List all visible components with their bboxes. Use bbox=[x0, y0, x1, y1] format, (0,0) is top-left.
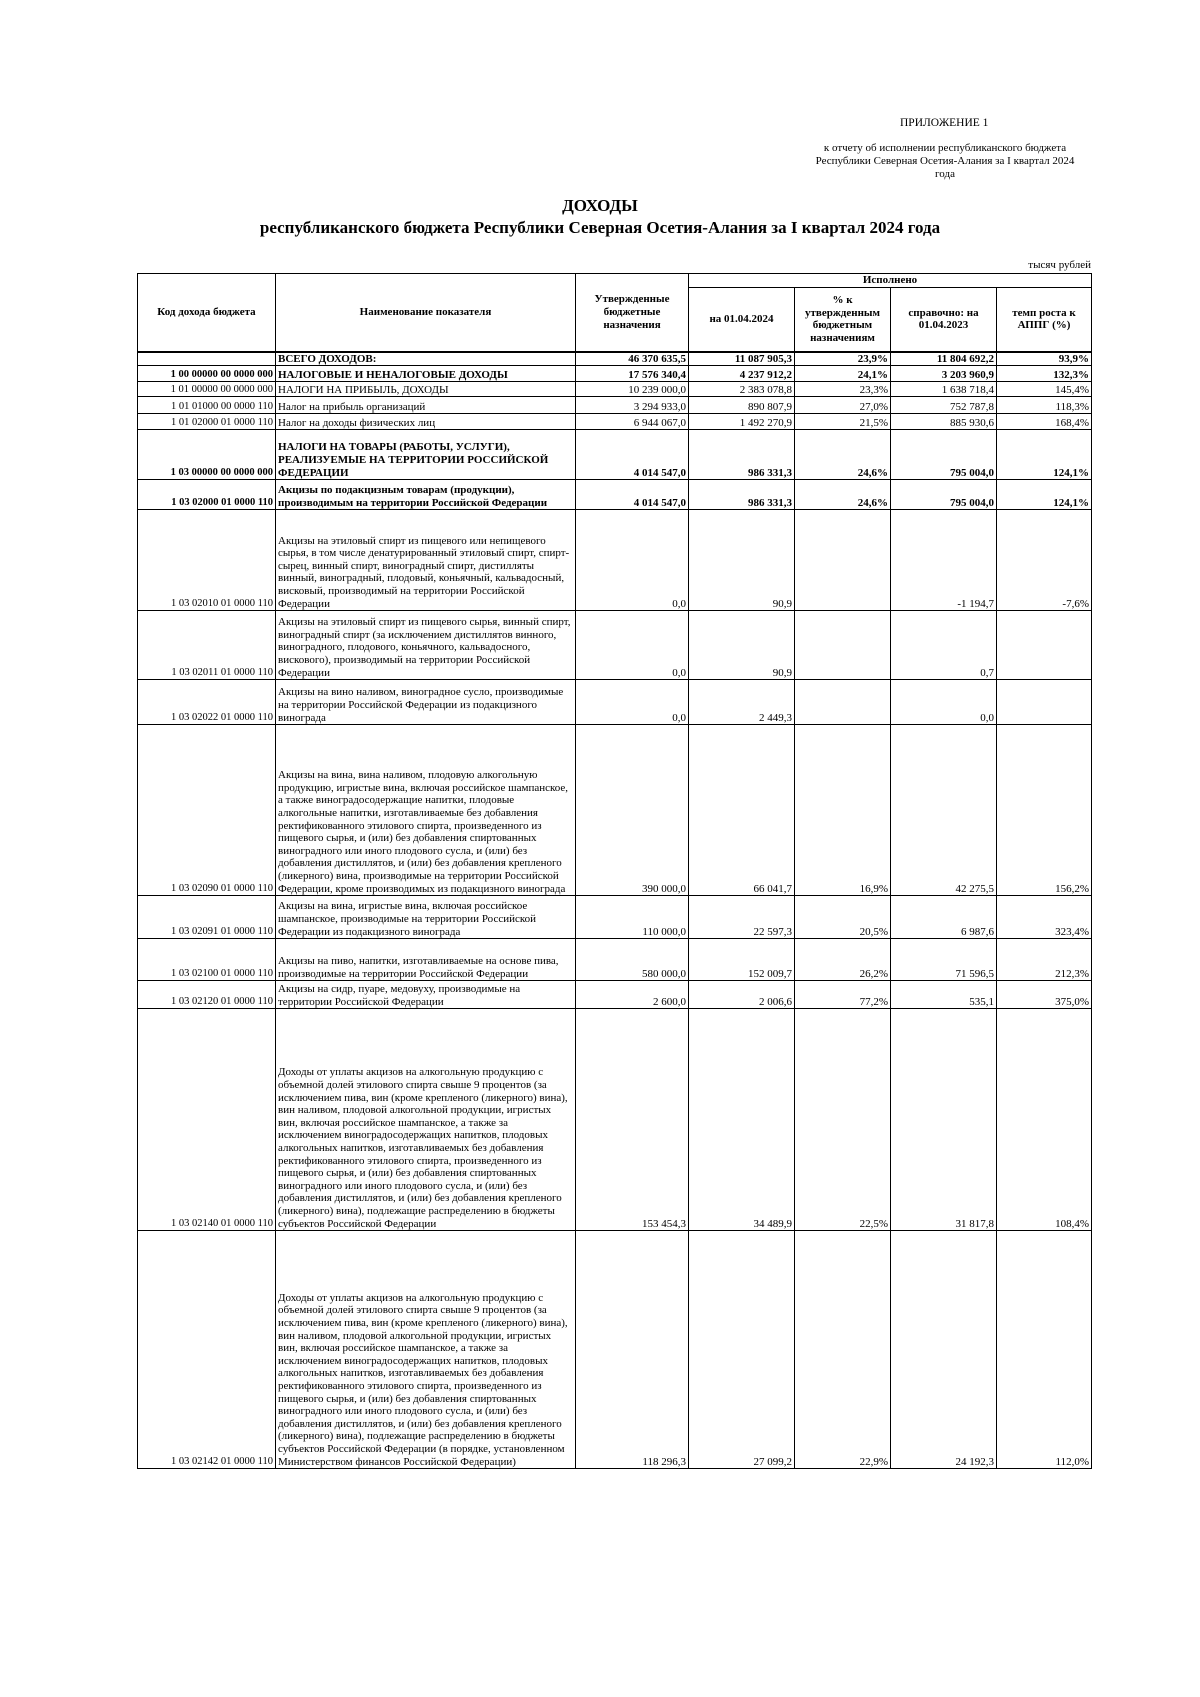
cell-growth: 124,1% bbox=[997, 430, 1092, 480]
cell-executed: 1 492 270,9 bbox=[689, 414, 795, 430]
annex-subtitle-line: к отчету об исполнении республиканского бюджета bbox=[823, 142, 1067, 154]
annex-subtitle bbox=[795, 142, 1095, 181]
cell-growth: 132,3% bbox=[997, 366, 1092, 382]
table-row bbox=[138, 352, 1092, 366]
table-row bbox=[138, 480, 1092, 510]
cell-approved: 580 000,0 bbox=[576, 939, 689, 981]
cell-growth: 212,3% bbox=[997, 939, 1092, 981]
cell-reference: 795 004,0 bbox=[891, 480, 997, 510]
cell-name: Акцизы на этиловый спирт из пищевого или непищевого сырья, в том числе денатурированный этиловый спирт, спирт-сырец, винный спирт, виноградный спирт, дистилляты винный, виноградный, плодовый, коньячный, кальвадосный, висковый, производимый на территории Российской Федерации bbox=[276, 510, 576, 611]
cell-growth: 112,0% bbox=[997, 1231, 1092, 1469]
cell-executed: 4 237 912,2 bbox=[689, 366, 795, 382]
cell-code: 1 03 02091 01 0000 110 bbox=[138, 896, 276, 939]
cell-approved: 4 014 547,0 bbox=[576, 480, 689, 510]
cell-approved: 110 000,0 bbox=[576, 896, 689, 939]
cell-reference: 885 930,6 bbox=[891, 414, 997, 430]
cell-percent: 24,1% bbox=[795, 366, 891, 382]
cell-code: 1 01 01000 00 0000 110 bbox=[138, 397, 276, 414]
cell-growth: -7,6% bbox=[997, 510, 1092, 611]
cell-approved: 4 014 547,0 bbox=[576, 430, 689, 480]
cell-reference: 11 804 692,2 bbox=[891, 352, 997, 366]
cell-name: НАЛОГОВЫЕ И НЕНАЛОГОВЫЕ ДОХОДЫ bbox=[276, 366, 576, 382]
cell-name: Акцизы по подакцизным товарам (продукции), производимым на территории Российской Федерации bbox=[276, 480, 576, 510]
cell-name: НАЛОГИ НА ТОВАРЫ (РАБОТЫ, УСЛУГИ), РЕАЛИЗУЕМЫЕ НА ТЕРРИТОРИИ РОССИЙСКОЙ ФЕДЕРАЦИИ bbox=[276, 430, 576, 480]
table-row bbox=[138, 510, 1092, 611]
table-row bbox=[138, 414, 1092, 430]
cell-reference: 31 817,8 bbox=[891, 1009, 997, 1231]
header-reference: справочно: на 01.04.2023 bbox=[891, 288, 997, 352]
cell-growth: 375,0% bbox=[997, 981, 1092, 1009]
cell-name: Доходы от уплаты акцизов на алкогольную продукцию с объемной долей этилового спирта свыше 9 процентов (за исключением пива, вин (кроме крепленого (ликерного) вина), вин наливом, плодовой алкогольной продукции, игристых вин, включая российское шампанское, а также за исключением виноградосодержащих напитков, плодовых алкогольных напитков, изготавливаемых без добавления ректификованного этилового спирта, произведенного из пищевого сырья, и (или) без добавления спиртованных виноградного или иного плодового сусла, и (или) без добавления дистиллятов, и (или) без добавления крепленого (ликерного) вина), подлежащие распределению в бюджеты субъектов Российской Федерации bbox=[276, 1009, 576, 1231]
table-row bbox=[138, 981, 1092, 1009]
cell-code: 1 01 02000 01 0000 110 bbox=[138, 414, 276, 430]
table-row bbox=[138, 680, 1092, 725]
annex-label: ПРИЛОЖЕНИЕ 1 bbox=[900, 117, 989, 129]
annex-subtitle-line: года bbox=[935, 168, 955, 180]
cell-code: 1 03 02090 01 0000 110 bbox=[138, 725, 276, 896]
cell-code: 1 03 02142 01 0000 110 bbox=[138, 1231, 276, 1469]
document-title bbox=[0, 195, 1200, 239]
cell-reference: 3 203 960,9 bbox=[891, 366, 997, 382]
cell-reference: 6 987,6 bbox=[891, 896, 997, 939]
cell-executed: 90,9 bbox=[689, 510, 795, 611]
table-row bbox=[138, 397, 1092, 414]
cell-approved: 46 370 635,5 bbox=[576, 352, 689, 366]
cell-name: Акцизы на пиво, напитки, изготавливаемые на основе пива, производимые на территории Российской Федерации bbox=[276, 939, 576, 981]
cell-growth: 323,4% bbox=[997, 896, 1092, 939]
cell-percent bbox=[795, 680, 891, 725]
cell-name: Налог на прибыль организаций bbox=[276, 397, 576, 414]
cell-reference: 795 004,0 bbox=[891, 430, 997, 480]
cell-percent: 27,0% bbox=[795, 397, 891, 414]
cell-growth: 156,2% bbox=[997, 725, 1092, 896]
header-executed: на 01.04.2024 bbox=[689, 288, 795, 352]
cell-name: ВСЕГО ДОХОДОВ: bbox=[276, 352, 576, 366]
header-growth: темп роста к АППГ (%) bbox=[997, 288, 1092, 352]
cell-code: 1 03 02000 01 0000 110 bbox=[138, 480, 276, 510]
cell-percent: 23,9% bbox=[795, 352, 891, 366]
cell-growth: 108,4% bbox=[997, 1009, 1092, 1231]
cell-reference: 535,1 bbox=[891, 981, 997, 1009]
cell-growth: 124,1% bbox=[997, 480, 1092, 510]
table-row bbox=[138, 366, 1092, 382]
cell-approved: 2 600,0 bbox=[576, 981, 689, 1009]
annex-subtitle-line: Республики Северная Осетия-Алания за I квартал 2024 bbox=[815, 155, 1075, 167]
cell-code: 1 03 02140 01 0000 110 bbox=[138, 1009, 276, 1231]
cell-reference: 0,7 bbox=[891, 611, 997, 680]
cell-reference: 752 787,8 bbox=[891, 397, 997, 414]
table-row bbox=[138, 611, 1092, 680]
cell-name: Акцизы на этиловый спирт из пищевого сырья, винный спирт, виноградный спирт (за исключением дистиллятов винного, виноградного, плодового, коньячного, кальвадосного, вискового), производимый на территории Российской Федерации bbox=[276, 611, 576, 680]
table-row bbox=[138, 939, 1092, 981]
cell-executed: 22 597,3 bbox=[689, 896, 795, 939]
cell-percent: 77,2% bbox=[795, 981, 891, 1009]
table-body bbox=[138, 352, 1092, 1469]
cell-executed: 2 449,3 bbox=[689, 680, 795, 725]
cell-percent: 16,9% bbox=[795, 725, 891, 896]
cell-reference: 0,0 bbox=[891, 680, 997, 725]
cell-code bbox=[138, 352, 276, 366]
cell-reference: 24 192,3 bbox=[891, 1231, 997, 1469]
cell-approved: 0,0 bbox=[576, 510, 689, 611]
header-code: Код дохода бюджета bbox=[138, 274, 276, 352]
table-row bbox=[138, 382, 1092, 397]
table-row bbox=[138, 896, 1092, 939]
cell-growth: 93,9% bbox=[997, 352, 1092, 366]
cell-percent bbox=[795, 611, 891, 680]
cell-name: Акцизы на вина, игристые вина, включая российское шампанское, производимые на территории Российской Федерации из подакцизного винограда bbox=[276, 896, 576, 939]
cell-executed: 11 087 905,3 bbox=[689, 352, 795, 366]
cell-name: Акцизы на вино наливом, виноградное сусло, производимые на территории Российской Федерации из подакцизного винограда bbox=[276, 680, 576, 725]
table-row bbox=[138, 430, 1092, 480]
cell-name: Акцизы на сидр, пуаре, медовуху, производимые на территории Российской Федерации bbox=[276, 981, 576, 1009]
cell-name: НАЛОГИ НА ПРИБЫЛЬ, ДОХОДЫ bbox=[276, 382, 576, 397]
cell-approved: 0,0 bbox=[576, 611, 689, 680]
cell-approved: 6 944 067,0 bbox=[576, 414, 689, 430]
cell-percent: 24,6% bbox=[795, 430, 891, 480]
cell-reference: 1 638 718,4 bbox=[891, 382, 997, 397]
cell-executed: 66 041,7 bbox=[689, 725, 795, 896]
cell-growth bbox=[997, 611, 1092, 680]
cell-percent: 20,5% bbox=[795, 896, 891, 939]
cell-executed: 2 383 078,8 bbox=[689, 382, 795, 397]
cell-code: 1 03 02010 01 0000 110 bbox=[138, 510, 276, 611]
cell-approved: 3 294 933,0 bbox=[576, 397, 689, 414]
cell-code: 1 03 02100 01 0000 110 bbox=[138, 939, 276, 981]
cell-approved: 153 454,3 bbox=[576, 1009, 689, 1231]
cell-reference: 71 596,5 bbox=[891, 939, 997, 981]
cell-executed: 890 807,9 bbox=[689, 397, 795, 414]
cell-executed: 34 489,9 bbox=[689, 1009, 795, 1231]
cell-name: Акцизы на вина, вина наливом, плодовую алкогольную продукцию, игристые вина, включая российское шампанское, а также виноградосодержащие напитки, плодовые алкогольные напитки, изготавливаемые без добавления ректификованного этилового спирта, произведенного из пищевого сырья, и (или) без добавления спиртованных виноградного или иного плодового сусла, и (или) без добавления дистиллятов, и (или) без добавления крепленого (ликерного) вина, производимые на территории Российской Федерации, кроме производимых из подакцизного винограда bbox=[276, 725, 576, 896]
cell-code: 1 03 00000 00 0000 000 bbox=[138, 430, 276, 480]
cell-percent: 24,6% bbox=[795, 480, 891, 510]
table-row bbox=[138, 1009, 1092, 1231]
cell-growth: 145,4% bbox=[997, 382, 1092, 397]
cell-reference: -1 194,7 bbox=[891, 510, 997, 611]
cell-executed: 90,9 bbox=[689, 611, 795, 680]
units-label: тысяч рублей bbox=[1028, 259, 1091, 271]
cell-percent: 22,5% bbox=[795, 1009, 891, 1231]
cell-code: 1 03 02120 01 0000 110 bbox=[138, 981, 276, 1009]
cell-growth: 168,4% bbox=[997, 414, 1092, 430]
cell-reference: 42 275,5 bbox=[891, 725, 997, 896]
cell-executed: 986 331,3 bbox=[689, 430, 795, 480]
cell-code: 1 03 02011 01 0000 110 bbox=[138, 611, 276, 680]
cell-code: 1 00 00000 00 0000 000 bbox=[138, 366, 276, 382]
cell-approved: 17 576 340,4 bbox=[576, 366, 689, 382]
cell-percent: 23,3% bbox=[795, 382, 891, 397]
table-row bbox=[138, 1231, 1092, 1469]
cell-percent: 22,9% bbox=[795, 1231, 891, 1469]
cell-name: Доходы от уплаты акцизов на алкогольную продукцию с объемной долей этилового спирта свыше 9 процентов (за исключением пива, вин (кроме крепленого (ликерного) вина), вин наливом, плодовой алкогольной продукции, игристых вин, включая российское шампанское, а также за исключением виноградосодержащих напитков, плодовых алкогольных напитков, изготавливаемых без добавления ректификованного этилового спирта, произведенного из пищевого сырья, и (или) без добавления спиртованных виноградного или иного плодового сусла, и (или) без добавления дистиллятов, и (или) без добавления крепленого (ликерного) вина), подлежащие распределению в бюджеты субъектов Российской Федерации (в порядке, установленном Министерством финансов Российской Федерации) bbox=[276, 1231, 576, 1469]
cell-code: 1 01 00000 00 0000 000 bbox=[138, 382, 276, 397]
revenue-table bbox=[137, 273, 1092, 1469]
cell-name: Налог на доходы физических лиц bbox=[276, 414, 576, 430]
cell-percent: 21,5% bbox=[795, 414, 891, 430]
cell-approved: 118 296,3 bbox=[576, 1231, 689, 1469]
cell-executed: 27 099,2 bbox=[689, 1231, 795, 1469]
header-percent: % к утвержденным бюджетным назначениям bbox=[795, 288, 891, 352]
cell-approved: 10 239 000,0 bbox=[576, 382, 689, 397]
title-line-1: ДОХОДЫ bbox=[562, 196, 638, 215]
cell-executed: 152 009,7 bbox=[689, 939, 795, 981]
title-line-2: республиканского бюджета Республики Северная Осетия-Алания за I квартал 2024 года bbox=[259, 218, 941, 237]
cell-percent: 26,2% bbox=[795, 939, 891, 981]
cell-approved: 0,0 bbox=[576, 680, 689, 725]
header-approved: Утвержденные бюджетные назначения bbox=[576, 274, 689, 352]
cell-executed: 2 006,6 bbox=[689, 981, 795, 1009]
cell-growth: 118,3% bbox=[997, 397, 1092, 414]
cell-percent bbox=[795, 510, 891, 611]
cell-code: 1 03 02022 01 0000 110 bbox=[138, 680, 276, 725]
cell-executed: 986 331,3 bbox=[689, 480, 795, 510]
cell-growth bbox=[997, 680, 1092, 725]
cell-approved: 390 000,0 bbox=[576, 725, 689, 896]
header-executed-group: Исполнено bbox=[689, 274, 1092, 288]
header-name: Наименование показателя bbox=[276, 274, 576, 352]
table-row bbox=[138, 725, 1092, 896]
